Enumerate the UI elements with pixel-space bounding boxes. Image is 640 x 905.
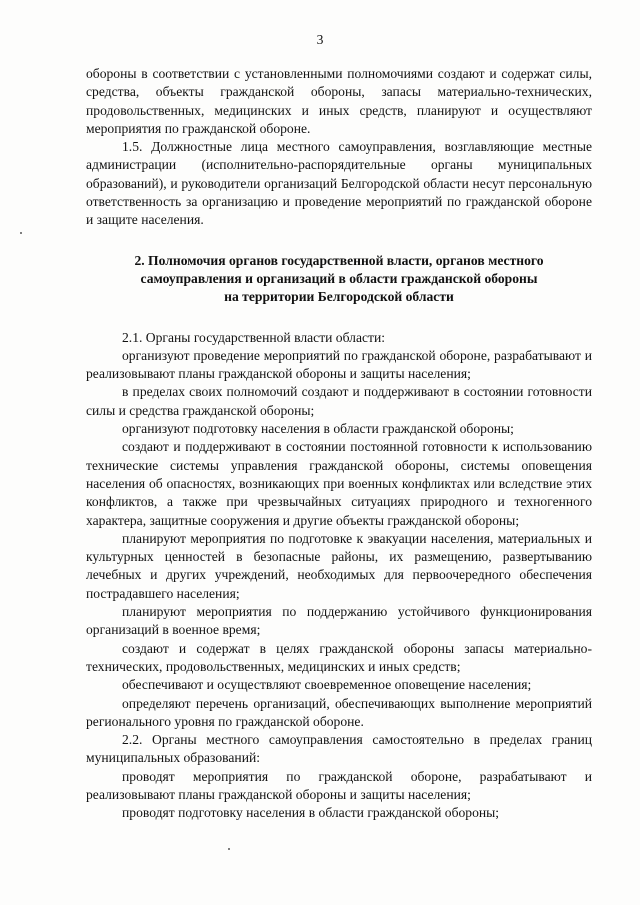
- intro-paragraph-1-5: 1.5. Должностные лица местного самоуправления, возглавляющие местные администрации (исполнительно-распорядительные органы муниципальных образований), и руководители организаций Белгородской области несут персональную ответственность за организацию и проведение мероприятий по гражданской обороне и защите населения.: [86, 139, 592, 228]
- list-item: определяют перечень организаций, обеспечивающих выполнение мероприятий регионального уровня по гражданской обороне.: [86, 695, 592, 729]
- list-item: создают и содержат в целях гражданской обороны запасы материально-технических, продовольственных, медицинских и иных средств;: [86, 640, 592, 674]
- section-heading-line-2: самоуправления и организаций в области гражданской обороны: [140, 270, 538, 286]
- section-heading-line-1: 2. Полномочия органов государственной власти, органов местного: [134, 252, 544, 268]
- list-item: планируют мероприятия по подготовке к эвакуации населения, материальных и культурных ценностей в безопасные районы, их размещению, развертыванию лечебных и других учреждений, необходимых для первоочередного обеспечения пострадавшего населения;: [86, 530, 592, 601]
- section-heading-line-3: на территории Белгородской области: [224, 289, 454, 305]
- list-item: в пределах своих полномочий создают и поддерживают в состоянии готовности силы и средства гражданской обороны;: [86, 384, 592, 418]
- list-item: проводят мероприятия по гражданской обороне, разрабатывают и реализовывают планы гражданской обороны и защиты населения;: [86, 768, 592, 802]
- scan-speck: [228, 848, 230, 850]
- page-number: 3: [316, 32, 324, 47]
- list-item: организуют проведение мероприятий по гражданской обороне, разрабатывают и реализовывают планы гражданской обороны и защиты населения;: [86, 347, 592, 382]
- section-2-1-title: 2.1. Органы государственной власти области:: [122, 329, 386, 345]
- section-2-2-title: 2.2. Органы местного самоуправления самостоятельно в пределах границ муниципальных образований:: [86, 732, 592, 766]
- list-item: проводят подготовку населения в области гражданской обороны;: [122, 805, 500, 821]
- document-body: [86, 65, 592, 823]
- list-item: обеспечивают и осуществляют своевременное оповещение населения;: [122, 677, 532, 693]
- intro-paragraph-continuation: обороны в соответствии с установленными полномочиями создают и содержат силы, средства, объекты гражданской обороны, запасы материально-технических, продовольственных, медицинских и иных средств, планируют и осуществляют мероприятия по гражданской обороне.: [86, 66, 592, 136]
- section-2-heading: [86, 252, 592, 307]
- list-item: создают и поддерживают в состоянии постоянной готовности к использованию технические системы управления гражданской обороны, системы оповещения населения об опасностях, возникающих при военных конфликтах или вследствие этих конфликтов, а также при чрезвычайных ситуациях природного и техногенного характера, защитные сооружения и другие объекты гражданской обороны;: [86, 439, 592, 528]
- scan-speck: [20, 232, 22, 234]
- list-item: организуют подготовку населения в области гражданской обороны;: [122, 421, 514, 437]
- list-item: планируют мероприятия по поддержанию устойчивого функционирования организаций в военное время;: [86, 604, 592, 638]
